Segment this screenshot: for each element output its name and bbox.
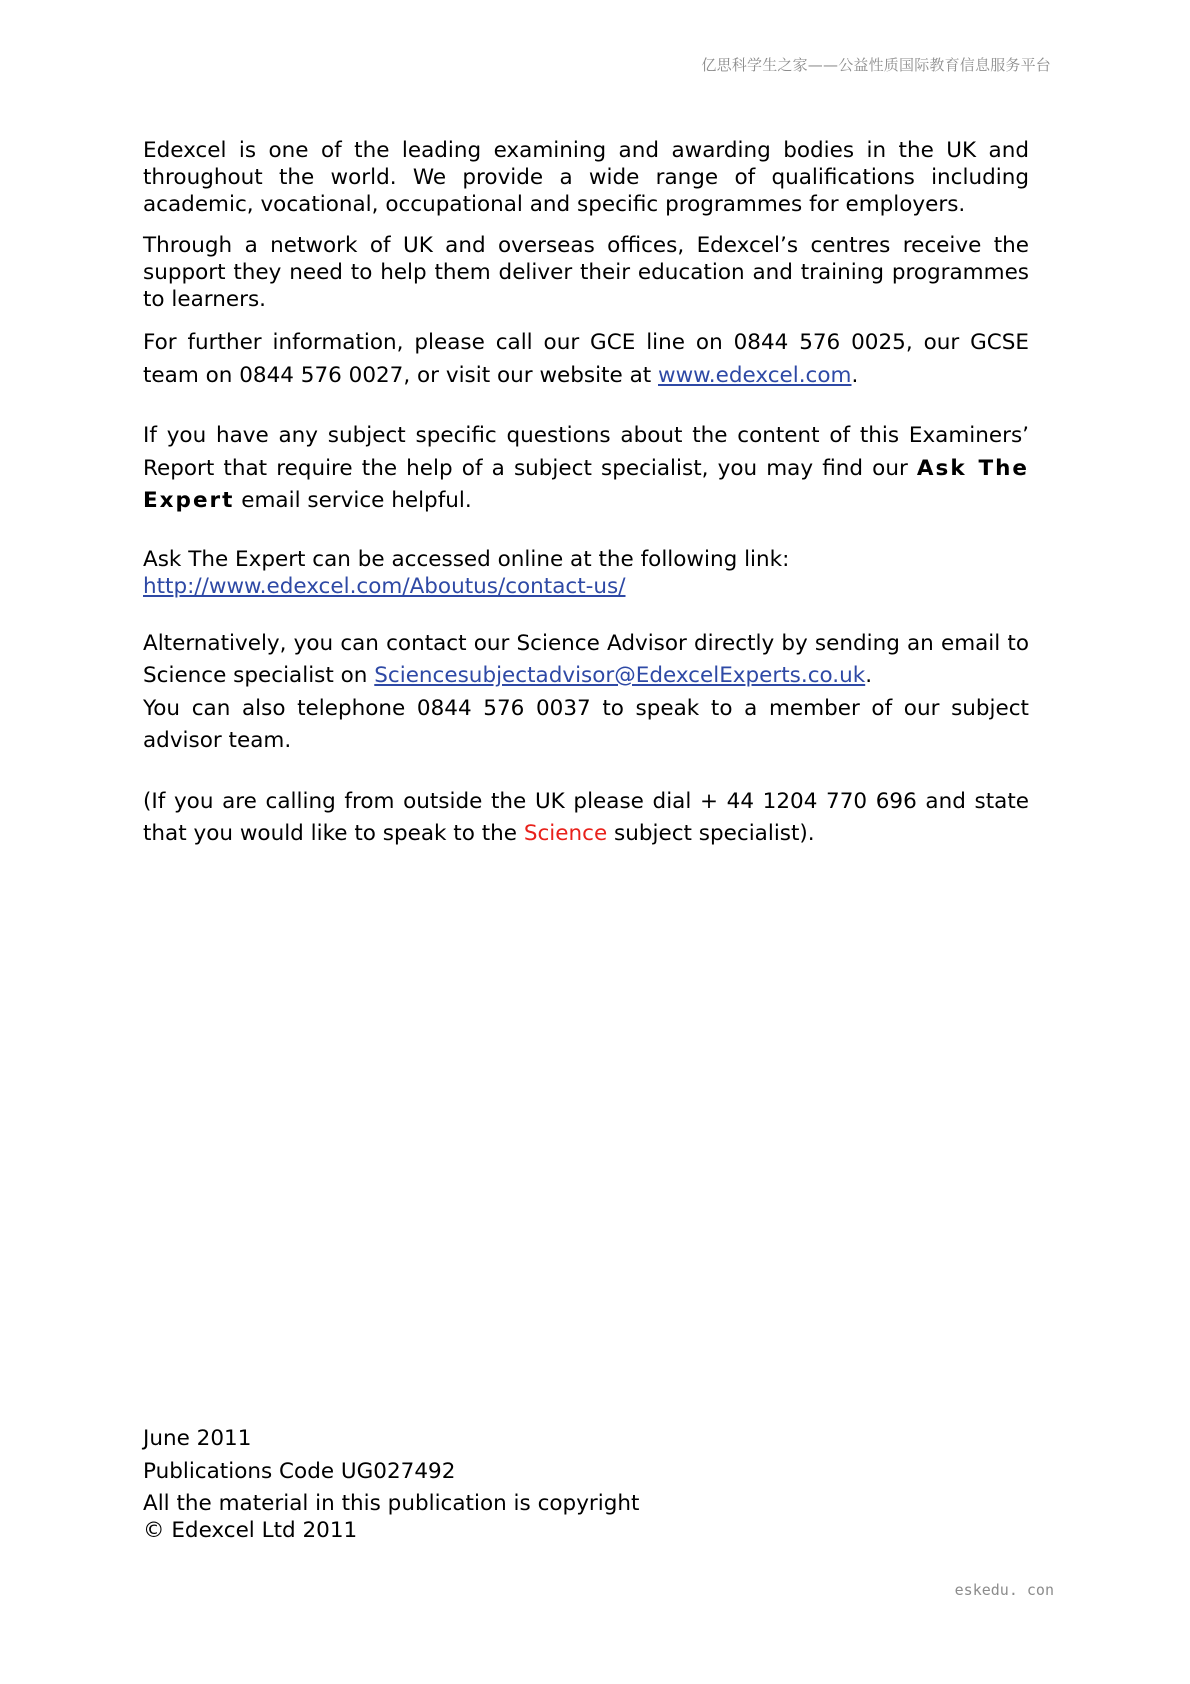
- science-advisor-end: .: [865, 663, 873, 688]
- publication-footer: [143, 1423, 639, 1541]
- ask-expert-end: email service helpful.: [234, 488, 472, 513]
- footer-watermark: eskedu. con: [954, 1581, 1054, 1599]
- telephone-paragraph: You can also telephone 0844 576 0037 to speak to a member of our subject advisor team.: [143, 695, 1029, 753]
- science-advisor-email-link[interactable]: Sciencesubjectadvisor@EdexcelExperts.co.uk: [374, 663, 866, 688]
- document-body: [143, 137, 1029, 851]
- international-call-end: subject specialist).: [607, 821, 815, 846]
- contact-info-paragraph: [143, 327, 1029, 392]
- contact-info-text: For further information, please call our GCE line on 0844 576 0025, our GCSE team on 0844 576 0027, or visit our website at: [143, 330, 1029, 388]
- ask-expert-link-paragraph: [143, 546, 1029, 600]
- publication-code: Publications Code UG027492: [143, 1458, 456, 1484]
- contact-info-end: .: [851, 362, 859, 388]
- website-link[interactable]: www.edexcel.com: [658, 362, 852, 388]
- science-highlight: Science: [523, 821, 608, 846]
- copyright-notice: © Edexcel Ltd 2011: [143, 1517, 358, 1543]
- science-advisor-paragraph: [143, 628, 1029, 693]
- copyright-line: All the material in this publication is copyright: [143, 1491, 640, 1516]
- ask-expert-text: If you have any subject specific questions about the content of this Examiners’ Report that require the help of a subject specialist, you may find our: [143, 423, 1029, 481]
- international-call-text: (If you are calling from outside the UK please dial + 44 1204 770 696 and state that you would like to speak to the: [143, 788, 1029, 846]
- contact-us-link[interactable]: http://www.edexcel.com/Aboutus/contact-us/: [143, 573, 626, 599]
- science-advisor-text: Alternatively, you can contact our Science Advisor directly by sending an email to Science specialist on: [143, 630, 1029, 688]
- intro-paragraph: Edexcel is one of the leading examining and awarding bodies in the UK and throughout the world. We provide a wide range of qualifications including academic, vocational, occupational and specific programmes for employers.: [143, 138, 1029, 217]
- network-paragraph: Through a network of UK and overseas offices, Edexcel’s centres receive the support they need to help them deliver their education and training programmes to learners.: [143, 233, 1029, 312]
- ask-expert-paragraph: [143, 420, 1029, 518]
- header-watermark: 亿思科学生之家——公益性质国际教育信息服务平台: [701, 56, 1051, 74]
- international-call-paragraph: [143, 786, 1029, 851]
- ask-expert-link-text: Ask The Expert can be accessed online at the following link:: [143, 546, 790, 572]
- publication-date: June 2011: [143, 1426, 252, 1451]
- ask-expert-bold: Ask The Expert: [143, 455, 1029, 513]
